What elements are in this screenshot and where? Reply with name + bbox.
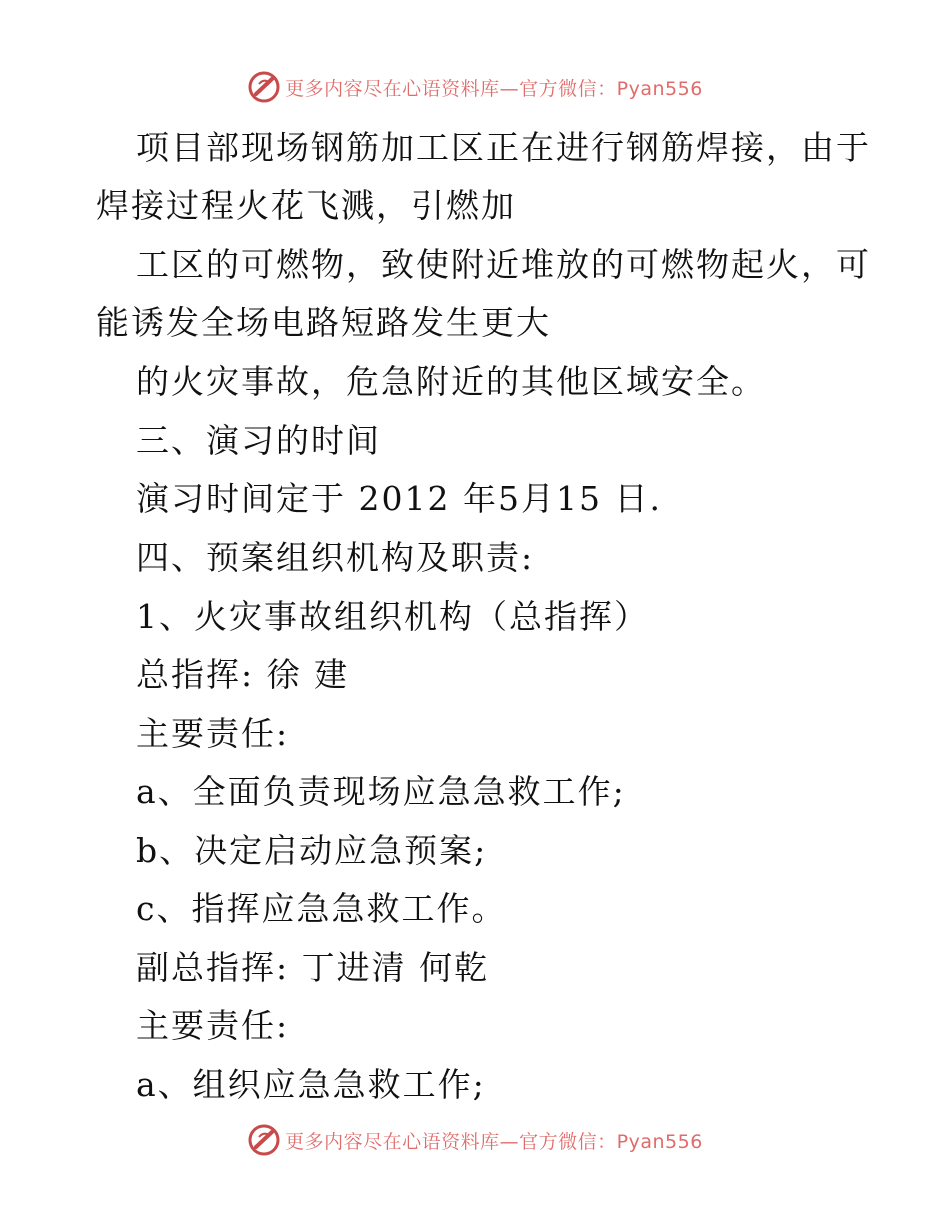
list-item: c、指挥应急急救工作。 xyxy=(136,889,507,928)
text-line: 主要责任: xyxy=(136,1006,290,1045)
text-line: 焊接过程火花飞溅，引燃加 xyxy=(96,186,516,225)
text-line: 主要责任: xyxy=(136,714,290,753)
logo-icon xyxy=(247,1123,281,1157)
watermark-banner-bottom xyxy=(0,1123,950,1157)
list-item: a、组织应急急救工作; xyxy=(136,1065,486,1104)
watermark-text: 更多内容尽在心语资料库—官方微信：Pyan556 xyxy=(285,77,703,100)
text-line: 工区的可燃物，致使附近堆放的可燃物起火，可 xyxy=(136,245,871,284)
section-heading: 四、预案组织机构及职责: xyxy=(136,538,535,577)
section-heading: 三、演习的时间 xyxy=(136,421,381,460)
list-item: b、决定启动应急预案; xyxy=(136,831,488,870)
text-line: 的火灾事故，危急附近的其他区域安全。 xyxy=(136,362,766,401)
watermark-text: 更多内容尽在心语资料库—官方微信：Pyan556 xyxy=(285,1130,703,1153)
logo-icon xyxy=(247,70,281,104)
text-line: 能诱发全场电路短路发生更大 xyxy=(96,303,551,342)
list-item: a、全面负责现场应急急救工作; xyxy=(136,772,626,811)
text-line: 总指挥: 徐 建 xyxy=(136,655,350,694)
text-line: 副总指挥: 丁进清 何乾 xyxy=(136,948,490,987)
text-line: 演习时间定于 2012 年5月15 日. xyxy=(136,479,662,518)
text-line: 项目部现场钢筋加工区正在进行钢筋焊接，由于 xyxy=(136,128,871,167)
watermark-banner-top xyxy=(0,70,950,104)
subsection-heading: 1、火灾事故组织机构（总指挥） xyxy=(136,597,649,636)
